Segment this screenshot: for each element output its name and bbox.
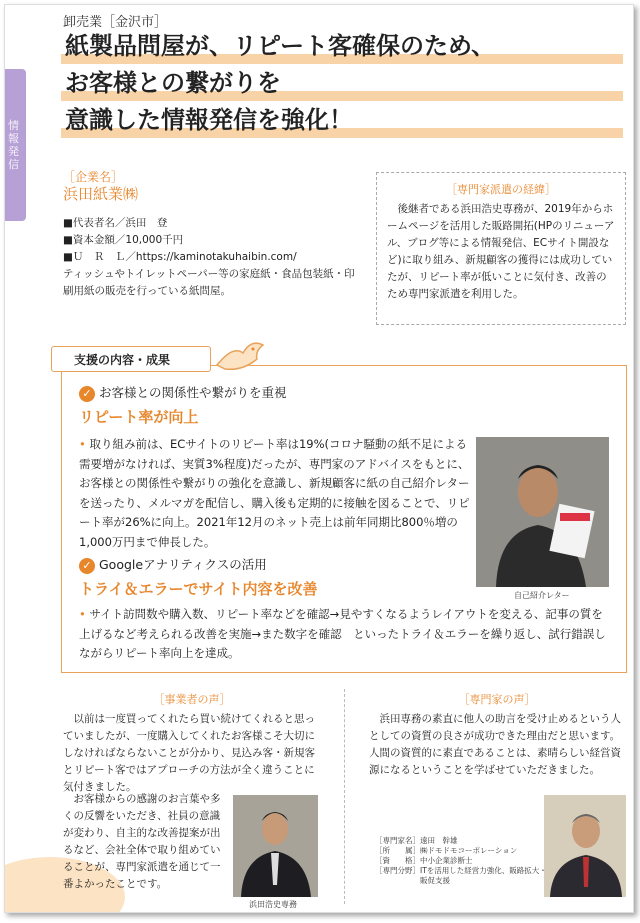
check-icon: ✓: [79, 386, 95, 402]
support-label: 支援の内容・成果: [51, 346, 211, 372]
photo2-caption: 浜田浩史専務: [249, 900, 297, 909]
business-voice-cont: [63, 791, 229, 893]
photo-hamada: [233, 795, 318, 897]
category-label: 卸売業［金沢市］: [63, 15, 168, 30]
sec2-body-text: サイト訪問数や購入数、リピート率などを確認→見やすくなるようレイアウトを変える、記事の質を上げるなど考えられる改善を実施→また数字を確認 といったトライ＆エラーを繰り返し、試行錯誤しながらリピート率向上を達成。: [79, 607, 606, 660]
sec1-body: [79, 435, 471, 552]
expert-info: [375, 836, 547, 886]
sec1-heading: [79, 406, 198, 427]
divider: [344, 689, 345, 904]
headline: [63, 29, 623, 140]
sec2-subtitle: [79, 555, 267, 574]
bullet: •: [79, 437, 86, 451]
headline-line: お客様との繋がりを: [63, 66, 623, 103]
sec1-subtitle-text: お客様との関係性や繋がりを重視: [98, 385, 287, 400]
expert-info-line: ［専門分野］ITを活用した経営力強化、販路拡大・: [375, 866, 547, 875]
business-voice-title: ［事業者の声］: [153, 693, 231, 706]
bullet: •: [79, 607, 86, 621]
expert-voice-p1: 浜田専務の素直に他人の助言を受け止めるという人としての資質の良さが成功できた理由だと思います。人間の資質的に素直であることは、素晴らしい経営資源になるということを学ばせていただきました。: [369, 713, 621, 776]
dispatch-body: 後継者である浜田浩史専務が、2019年からホームページを活用した販路開拓(HPのリニューアル、ブログ等による情報発信、ECサイト開設など)に取り組み、新規顧客の獲得には成功していたが、リピート率が低いことに気付き、改善のため専門家派遣を利用した。: [387, 203, 615, 300]
sec2-subtitle-text: Googleアナリティクスの活用: [98, 557, 267, 572]
sec2-heading: [79, 578, 318, 599]
company-url: ■Ｕ Ｒ Ｌ／https://kaminotakuhaibin.com/: [63, 251, 297, 263]
check-icon: ✓: [79, 558, 95, 574]
page: [4, 4, 634, 913]
side-tab-label: 情報発信: [8, 119, 19, 171]
expert-info-line: ［資 格］中小企業診断士: [375, 856, 473, 865]
headline-line: 意識した情報発信を強化！: [63, 103, 623, 140]
sec1-body-text: 取り組み前は、ECサイトのリピート率は19%(コロナ騒動の紙不足による需要増がなければ、実質3%程度)だったが、専門家のアドバイスをもとに、お客様との関係性や繋がりの強化を意識し、新規顧客に紙の自己紹介レターを送ったり、メルマガを配信し、購入後も定期的に接触を図ることで、リピート率が26%に向上。2021年12月のネット売上は前年同期比800％増の1,000万円まで伸長した。: [79, 437, 470, 549]
photo-man-with-letters: [476, 437, 609, 587]
bird-icon: [213, 335, 267, 375]
sec1-heading-text: リピート率が向上: [79, 408, 199, 426]
headline-line: 紙製品問屋が、リピート客確保のため、: [63, 29, 623, 66]
photo1-caption: 自己紹介レター: [514, 591, 570, 600]
sec2-heading-text: トライ＆エラーでサイト内容を改善: [79, 580, 318, 598]
side-tab: [4, 69, 26, 221]
business-voice-p2: お客様からの感謝のお言葉や多くの反響をいただき、社員の意識が変わり、自主的な改善提案が出るなど、会社全体で取り組めていることが、専門家派遣を通じて一番よかったことです。: [63, 793, 221, 890]
company-capital: ■資本金額／10,000千円: [63, 234, 184, 246]
company-name: 浜田紙業㈱: [63, 185, 139, 203]
business-voice: [63, 691, 321, 796]
company-desc: ティッシュやトイレットペーパー等の家庭紙・食品包装紙・印刷用紙の販売を行っている紙問屋。: [63, 268, 355, 297]
company-label: ［企業名］: [63, 170, 124, 184]
company-rep: ■代表者名／浜田 登: [63, 217, 168, 229]
dispatch-title: ［専門家派遣の経緯］: [446, 183, 556, 196]
company-info: [63, 169, 363, 300]
expert-info-line: 販促支援: [375, 876, 450, 885]
expert-info-line: ［専門家名］遠田 幹雄: [375, 836, 458, 845]
expert-info-line: ［所 属］㈱ドモドモコーポレーション: [375, 846, 518, 855]
sec1-subtitle: [79, 383, 287, 402]
expert-voice: [369, 691, 625, 779]
photo-expert: [544, 795, 626, 897]
sec2-body: [79, 605, 613, 664]
business-voice-p1: 以前は一度買ってくれたら買い続けてくれると思っていましたが、一度購入してくれたお客様こそ大切にしなければならないことが分かり、見込み客・新規客とリピート客ではアプローチの方法が全く違うことに気付きました。: [63, 713, 315, 793]
expert-voice-title: ［専門家の声］: [458, 693, 536, 706]
dispatch-box: [376, 172, 626, 325]
